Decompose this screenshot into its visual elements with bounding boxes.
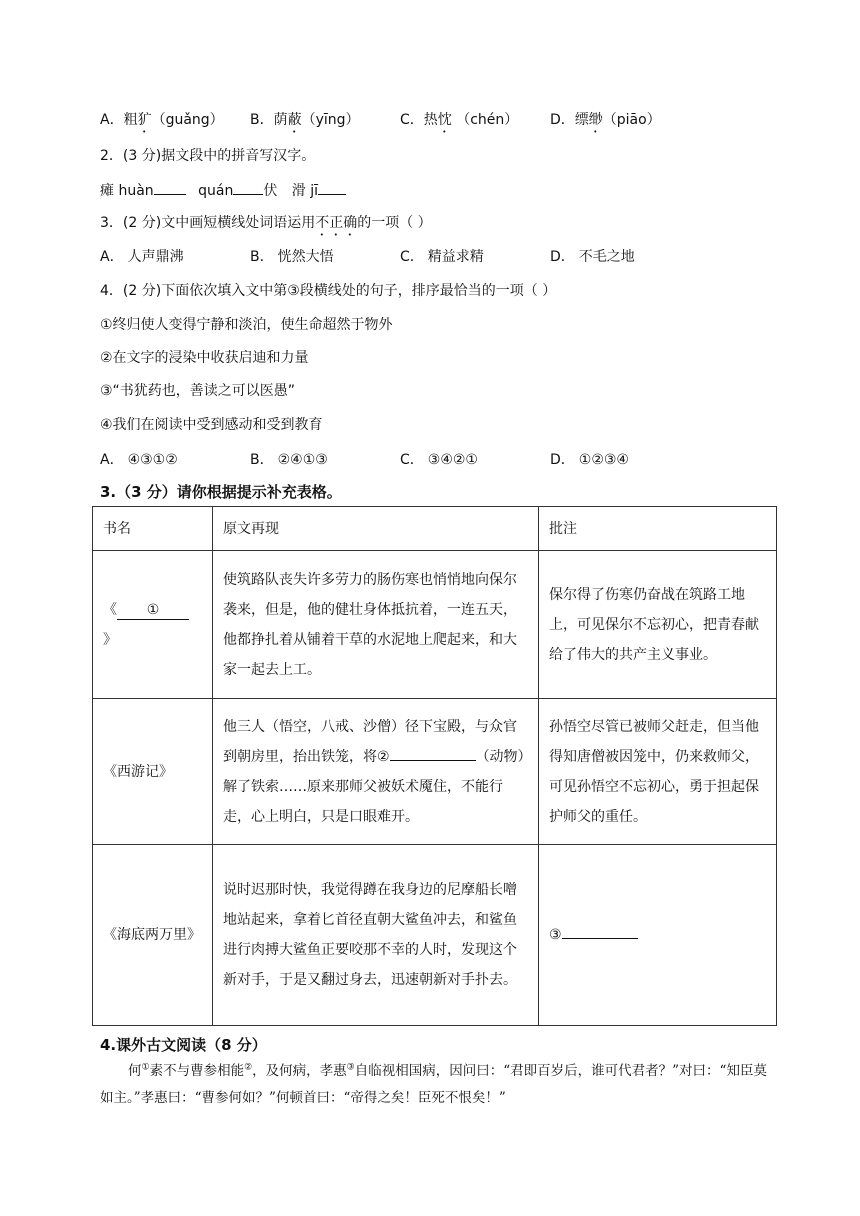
q3-option-a [100, 247, 184, 267]
note-cell [539, 845, 777, 1026]
option-dotted-char: 缈 [588, 112, 603, 128]
option-text: 不毛之地 [578, 249, 635, 265]
q3-title-tail: 的一项（ ） [357, 215, 432, 231]
original-cell: 使筑路队丧失许多劳力的肠伤寒也悄悄地向保尔袭来，但是，他的健壮身体抵抗着，一连五天，他都挣扎着从铺着干草的水泥地上爬起来，和大家一起去上工。 [213, 551, 539, 699]
table-row [93, 699, 777, 845]
table-row [93, 551, 777, 699]
q1-option-b [250, 110, 360, 136]
option-letter: D． [550, 112, 575, 128]
book-cell [93, 551, 213, 699]
q3-title [100, 213, 432, 239]
q4-option-a [100, 450, 178, 470]
header-book: 书名 [93, 507, 213, 551]
option-text: ①②③④ [578, 452, 629, 468]
book-answer-blank[interactable] [117, 601, 189, 620]
option-text: ②④①③ [277, 452, 328, 468]
footnote-marker: ② [244, 1062, 253, 1073]
option-dotted-char: 蔽 [287, 112, 302, 128]
option-letter: C． [400, 112, 424, 128]
q4-sentence-2: ②在文字的浸染中收获启迪和力量 [100, 350, 309, 366]
table-row [93, 845, 777, 1026]
option-letter: A． [100, 249, 124, 265]
animal-answer-blank[interactable] [390, 746, 476, 761]
option-text: 恍然大悟 [277, 249, 334, 265]
option-word: 热 [423, 112, 438, 128]
classical-passage [100, 1058, 776, 1112]
q4-sentence-4: ④我们在阅读中受到感动和受到教育 [100, 417, 323, 433]
pinyin-prompt-2: quán [198, 183, 234, 199]
note-answer-blank[interactable] [562, 924, 638, 939]
book-cell: 《海底两万里》 [93, 845, 213, 1026]
q2-title: 2．(3 分)据文段中的拼音写汉字。 [100, 148, 316, 164]
option-word: 缥 [574, 112, 589, 128]
book-bracket: 《 [103, 601, 117, 618]
option-word: 粗 [123, 112, 138, 128]
q4-title: 4．(2 分)下面依次填入文中第③段横线处的句子，排序最恰当的一项（ ） [100, 283, 557, 299]
footnote-marker: ① [141, 1062, 150, 1073]
option-word: 荫 [273, 112, 288, 128]
option-letter: C． [400, 452, 424, 468]
header-original: 原文再现 [213, 507, 539, 551]
option-letter: B． [250, 452, 274, 468]
q1-option-a [100, 110, 224, 136]
book-bracket: 》 [103, 631, 117, 648]
option-letter: B． [250, 249, 274, 265]
q4-option-c [400, 450, 478, 470]
q1-option-d [550, 110, 661, 136]
q3-title-text: 3．(2 分)文中画短横线处词语运用 [100, 215, 316, 231]
q3-option-c [400, 247, 484, 267]
book-cell: 《西游记》 [93, 699, 213, 845]
original-text-tail: （动物）解了铁索……原来那师父被妖术魇住，不能行走，心上明白，只是口眼难开。 [223, 748, 525, 825]
option-letter: C． [400, 249, 424, 265]
option-letter: B． [250, 112, 274, 128]
option-text: 人声鼎沸 [127, 249, 184, 265]
q2-pinyin-row [100, 180, 346, 201]
table-header-row [93, 507, 777, 551]
footnote-marker: ③ [346, 1062, 355, 1073]
passage-text: ，及何病，孝惠 [252, 1063, 347, 1079]
option-pinyin: （guǎng） [151, 112, 224, 128]
option-text: ④③①② [127, 452, 178, 468]
answer-blank[interactable] [154, 180, 186, 195]
answer-blank[interactable] [233, 180, 263, 195]
section-4-title: 4.课外古文阅读（8 分） [100, 1036, 267, 1054]
book-annotation-table [92, 506, 777, 1026]
option-text: 精益求精 [427, 249, 484, 265]
passage-text: 自临视相国病，因问曰：“君即百岁后，谁可代君者？”对曰：“知臣莫如主。”孝惠曰：“曹参何如？”何顿首曰：“帝得之矣！臣死不恨矣！” [100, 1063, 767, 1106]
note-cell: 保尔得了伤寒仍奋战在筑路工地上，可见保尔不忘初心，把青春献给了伟大的共产主义事业。 [539, 551, 777, 699]
header-note: 批注 [539, 507, 777, 551]
q4-option-b [250, 450, 328, 470]
answer-blank[interactable] [318, 180, 346, 195]
original-cell [213, 699, 539, 845]
option-dotted-char: 犷 [137, 112, 152, 128]
section-3-title: 3.（3 分）请你根据提示补充表格。 [100, 483, 342, 501]
q4-sentence-1: ①终归使人变得宁静和淡泊，使生命超然于物外 [100, 317, 393, 333]
pinyin-prompt-1: 瘫 huàn [100, 183, 154, 199]
q4-option-d [550, 450, 629, 470]
q1-option-c [400, 110, 518, 136]
pinyin-suffix: 伏 [263, 183, 278, 199]
option-pinyin: （piāo） [602, 112, 661, 128]
option-letter: D． [550, 452, 575, 468]
option-letter: D． [550, 249, 575, 265]
q3-title-emphasis: 不正确 [315, 215, 358, 231]
original-cell: 说时迟那时快，我觉得蹲在我身边的尼摩船长噌地站起来，拿着匕首径直朝大鲨鱼冲去，和鲨鱼进行肉搏大鲨鱼正要咬那不幸的人时，发现这个新对手，于是又翻过身去，迅速朝新对手扑去。 [213, 845, 539, 1026]
q3-option-b [250, 247, 334, 267]
q4-sentence-3: ③“书犹药也，善读之可以医愚” [100, 383, 296, 399]
option-letter: A． [100, 112, 124, 128]
passage-text: 素不与曹参相能 [149, 1063, 245, 1079]
option-text: ③④②① [427, 452, 478, 468]
option-dotted-char: 忱 [437, 112, 452, 128]
option-letter: A． [100, 452, 124, 468]
blank-marker: ③ [549, 927, 562, 943]
blank-marker: ① [146, 601, 160, 618]
pinyin-prompt-3: 滑 jī [291, 183, 319, 199]
note-cell: 孙悟空尽管已被师父赶走，但当他得知唐僧被因笼中，仍来救师父，可见孙悟空不忘初心，勇于担起保护师父的重任。 [539, 699, 777, 845]
option-pinyin: （yīng） [301, 112, 360, 128]
passage-text: 何 [128, 1063, 142, 1079]
original-text: 他三人（悟空，八戒、沙僧）径下宝殿，与众官到朝房里，抬出铁笼，将② [223, 718, 517, 765]
q3-option-d [550, 247, 635, 267]
option-pinyin: （chén） [451, 112, 519, 128]
